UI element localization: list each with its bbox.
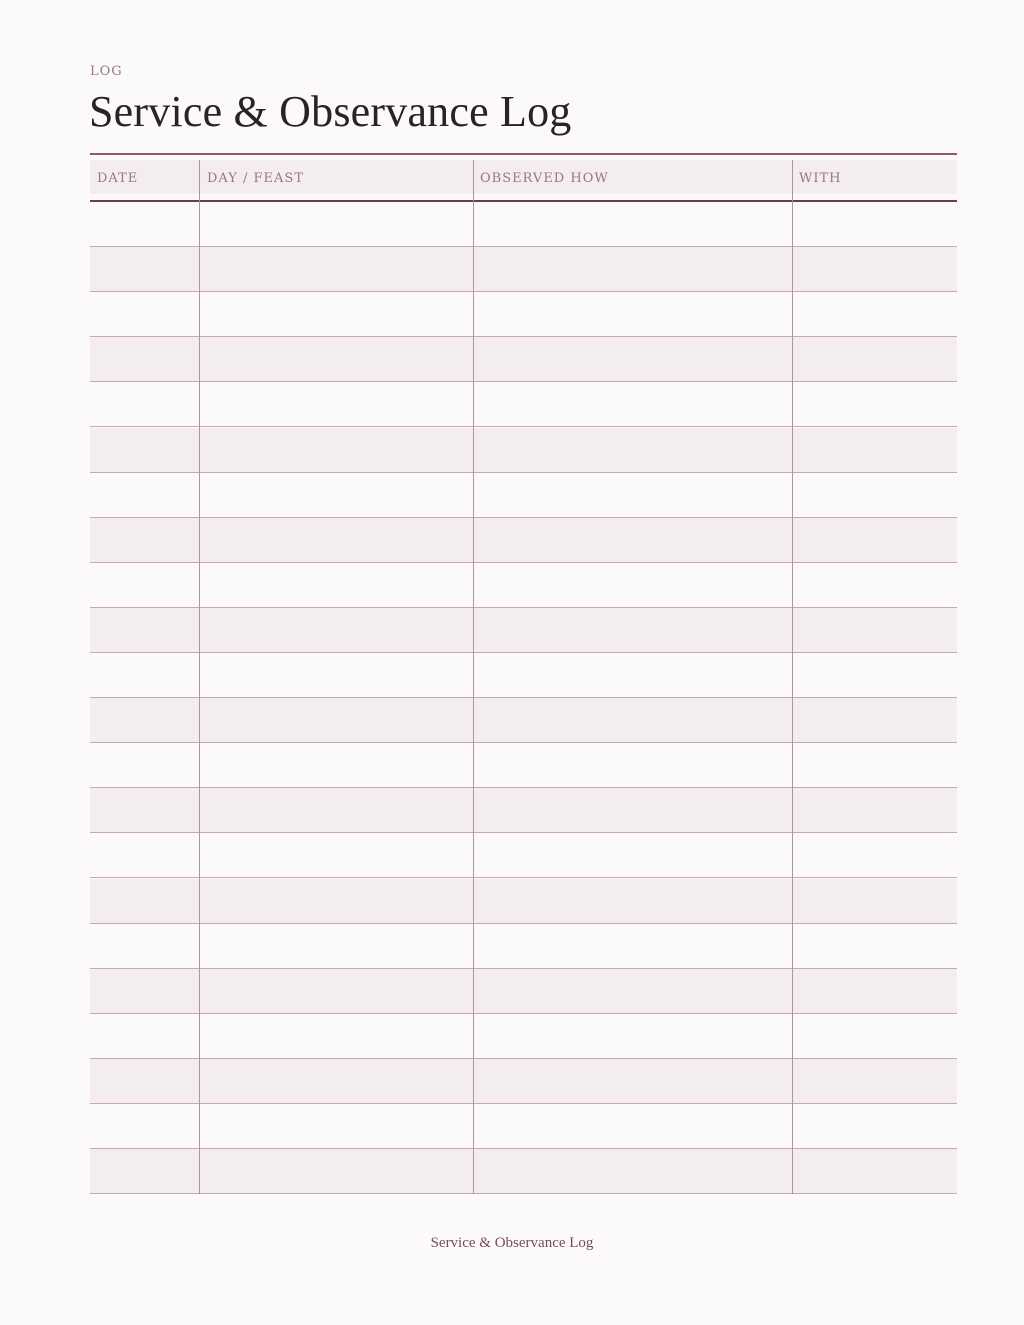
date-cell[interactable]: [90, 473, 199, 517]
with-cell[interactable]: [793, 608, 957, 652]
column-header-day-feast: DAY / FEAST: [207, 171, 304, 186]
date-cell[interactable]: [90, 879, 199, 923]
with-cell[interactable]: [793, 1014, 957, 1058]
day-feast-cell[interactable]: [200, 428, 473, 472]
day-feast-cell[interactable]: [200, 563, 473, 607]
date-cell[interactable]: [90, 698, 199, 742]
day-feast-cell[interactable]: [200, 337, 473, 381]
with-cell[interactable]: [793, 202, 957, 246]
day-feast-cell[interactable]: [200, 292, 473, 336]
table-row: [90, 247, 957, 292]
date-cell[interactable]: [90, 1104, 199, 1148]
table-row: [90, 382, 957, 427]
observed-how-cell[interactable]: [474, 563, 792, 607]
day-feast-cell[interactable]: [200, 1149, 473, 1193]
table-row: [90, 428, 957, 473]
table-row: [90, 563, 957, 608]
observed-how-cell[interactable]: [474, 833, 792, 877]
with-cell[interactable]: [793, 924, 957, 968]
date-cell[interactable]: [90, 518, 199, 562]
observed-how-cell[interactable]: [474, 924, 792, 968]
observed-how-cell[interactable]: [474, 743, 792, 787]
column-header-date: DATE: [97, 171, 139, 186]
table-row: [90, 202, 957, 247]
observed-how-cell[interactable]: [474, 202, 792, 246]
date-cell[interactable]: [90, 382, 199, 426]
day-feast-cell[interactable]: [200, 202, 473, 246]
table-row: [90, 1149, 957, 1194]
day-feast-cell[interactable]: [200, 518, 473, 562]
date-cell[interactable]: [90, 743, 199, 787]
column-divider-2: [473, 160, 474, 1194]
date-cell[interactable]: [90, 428, 199, 472]
with-cell[interactable]: [793, 518, 957, 562]
observed-how-cell[interactable]: [474, 382, 792, 426]
day-feast-cell[interactable]: [200, 969, 473, 1013]
day-feast-cell[interactable]: [200, 788, 473, 832]
table-row: [90, 743, 957, 788]
observed-how-cell[interactable]: [474, 608, 792, 652]
date-cell[interactable]: [90, 247, 199, 291]
column-divider-3: [792, 160, 793, 1194]
day-feast-cell[interactable]: [200, 653, 473, 697]
day-feast-cell[interactable]: [200, 608, 473, 652]
day-feast-cell[interactable]: [200, 1014, 473, 1058]
observed-how-cell[interactable]: [474, 292, 792, 336]
with-cell[interactable]: [793, 1059, 957, 1103]
with-cell[interactable]: [793, 788, 957, 832]
date-cell[interactable]: [90, 924, 199, 968]
table-row: [90, 924, 957, 969]
page-title: Service & Observance Log: [89, 87, 572, 136]
observed-how-cell[interactable]: [474, 788, 792, 832]
day-feast-cell[interactable]: [200, 879, 473, 923]
table-row: [90, 833, 957, 878]
observed-how-cell[interactable]: [474, 879, 792, 923]
day-feast-cell[interactable]: [200, 698, 473, 742]
with-cell[interactable]: [793, 292, 957, 336]
column-header-with: WITH: [799, 171, 842, 186]
observed-how-cell[interactable]: [474, 337, 792, 381]
table-row: [90, 473, 957, 518]
observed-how-cell[interactable]: [474, 1149, 792, 1193]
title-divider: [90, 153, 957, 155]
with-cell[interactable]: [793, 1149, 957, 1193]
date-cell[interactable]: [90, 202, 199, 246]
table-row: [90, 1104, 957, 1149]
table-row: [90, 653, 957, 698]
date-cell[interactable]: [90, 833, 199, 877]
date-cell[interactable]: [90, 1014, 199, 1058]
observed-how-cell[interactable]: [474, 473, 792, 517]
table-row: [90, 1014, 957, 1059]
with-cell[interactable]: [793, 879, 957, 923]
table-row: [90, 518, 957, 563]
table-row: [90, 1059, 957, 1104]
table-row: [90, 698, 957, 743]
date-cell[interactable]: [90, 788, 199, 832]
with-cell[interactable]: [793, 1104, 957, 1148]
page-footer: Service & Observance Log: [430, 1235, 594, 1251]
page-kicker: LOG: [90, 64, 123, 79]
observed-how-cell[interactable]: [474, 247, 792, 291]
with-cell[interactable]: [793, 743, 957, 787]
day-feast-cell[interactable]: [200, 1059, 473, 1103]
date-cell[interactable]: [90, 292, 199, 336]
observed-how-cell[interactable]: [474, 1014, 792, 1058]
date-cell[interactable]: [90, 653, 199, 697]
column-divider-1: [199, 160, 200, 1194]
day-feast-cell[interactable]: [200, 924, 473, 968]
with-cell[interactable]: [793, 969, 957, 1013]
observed-how-cell[interactable]: [474, 518, 792, 562]
with-cell[interactable]: [793, 428, 957, 472]
observed-how-cell[interactable]: [474, 653, 792, 697]
observed-how-cell[interactable]: [474, 698, 792, 742]
with-cell[interactable]: [793, 382, 957, 426]
with-cell[interactable]: [793, 698, 957, 742]
observed-how-cell[interactable]: [474, 1104, 792, 1148]
column-header-observed-how: OBSERVED HOW: [480, 171, 609, 186]
day-feast-cell[interactable]: [200, 382, 473, 426]
day-feast-cell[interactable]: [200, 473, 473, 517]
table-header: [90, 160, 957, 194]
observed-how-cell[interactable]: [474, 428, 792, 472]
day-feast-cell[interactable]: [200, 1104, 473, 1148]
table-row: [90, 292, 957, 337]
date-cell[interactable]: [90, 563, 199, 607]
day-feast-cell[interactable]: [200, 247, 473, 291]
with-cell[interactable]: [793, 833, 957, 877]
table-row: [90, 608, 957, 653]
date-cell[interactable]: [90, 608, 199, 652]
with-cell[interactable]: [793, 247, 957, 291]
date-cell[interactable]: [90, 1059, 199, 1103]
day-feast-cell[interactable]: [200, 833, 473, 877]
table-row: [90, 788, 957, 833]
table-row: [90, 337, 957, 382]
with-cell[interactable]: [793, 473, 957, 517]
table-row: [90, 969, 957, 1014]
date-cell[interactable]: [90, 1149, 199, 1193]
day-feast-cell[interactable]: [200, 743, 473, 787]
with-cell[interactable]: [793, 653, 957, 697]
date-cell[interactable]: [90, 969, 199, 1013]
observed-how-cell[interactable]: [474, 969, 792, 1013]
observed-how-cell[interactable]: [474, 1059, 792, 1103]
log-table: [90, 160, 957, 1195]
table-row: [90, 879, 957, 924]
with-cell[interactable]: [793, 337, 957, 381]
date-cell[interactable]: [90, 337, 199, 381]
with-cell[interactable]: [793, 563, 957, 607]
